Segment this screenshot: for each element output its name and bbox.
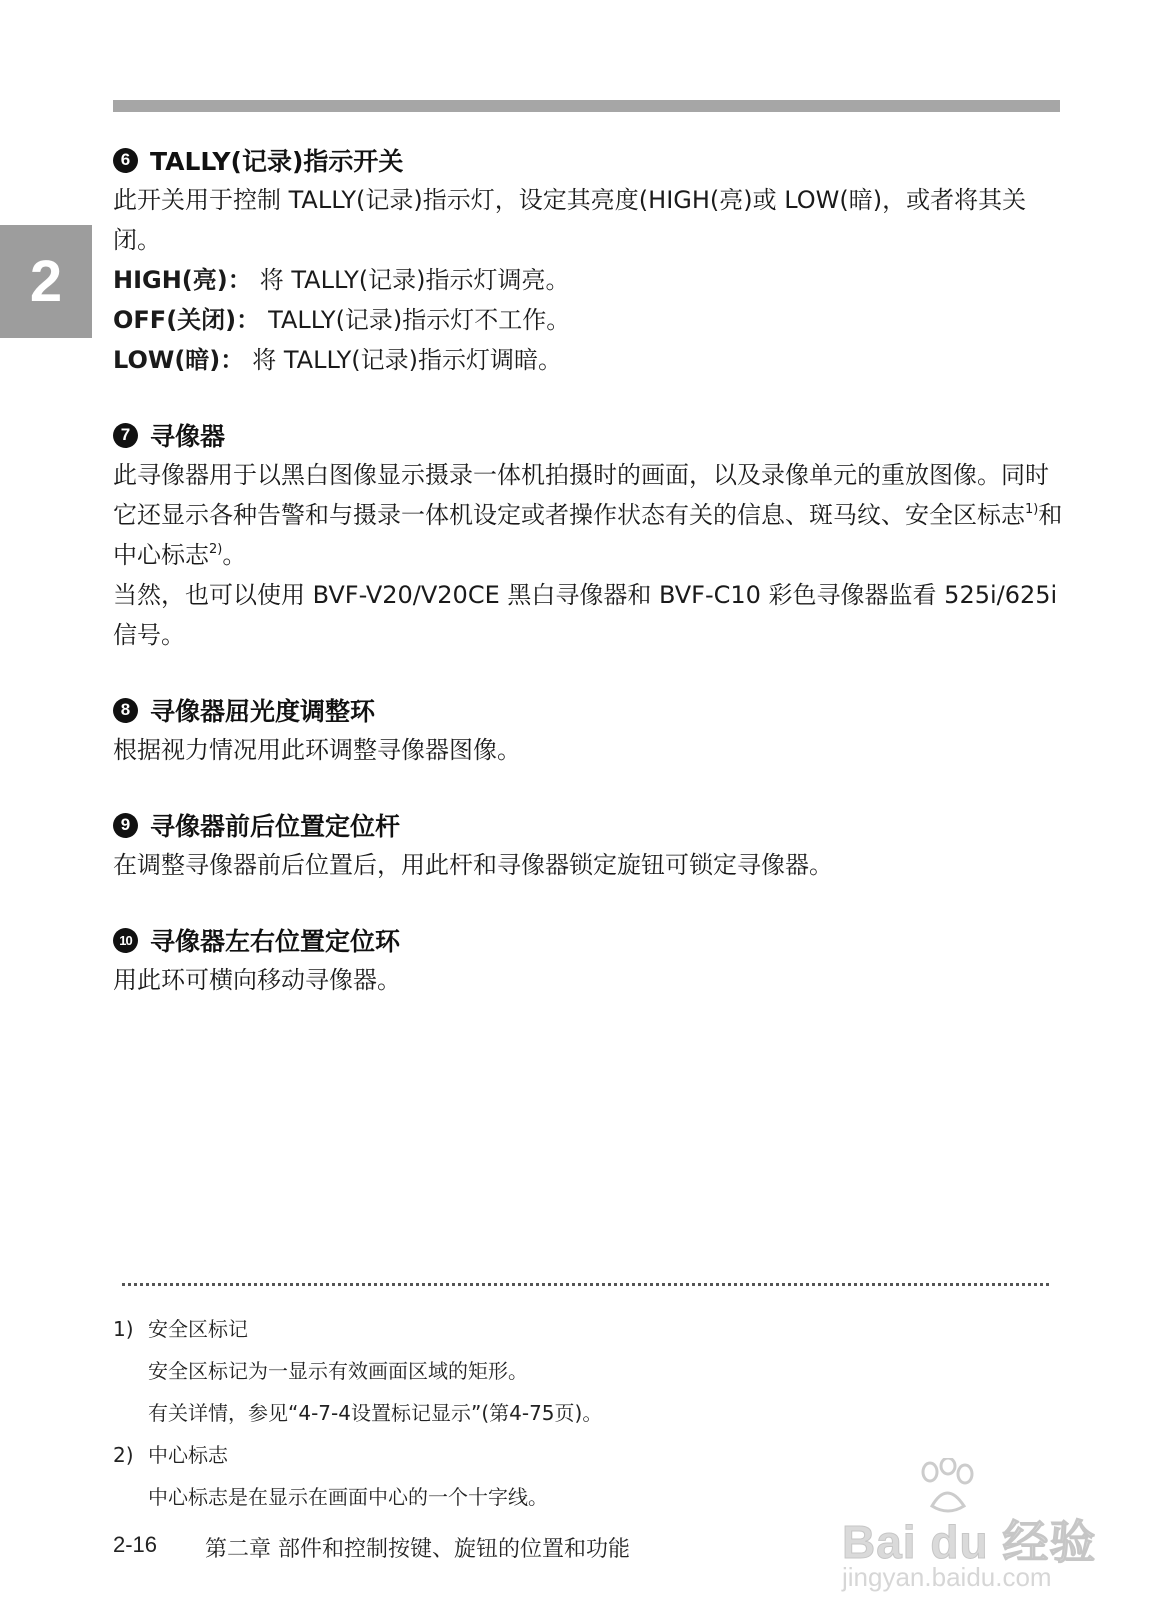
number-badge: 9 <box>113 813 138 838</box>
number-badge: 8 <box>113 698 138 723</box>
footnote-ref: 2) <box>209 542 223 557</box>
section-tally-switch <box>113 140 1063 380</box>
section-title-text: TALLY(记录)指示开关 <box>150 147 404 176</box>
footnote-ref: 1) <box>1025 502 1039 517</box>
chapter-title: 第二章 部件和控制按键、旋钮的位置和功能 <box>205 1537 630 1562</box>
footnote-line: 中心标志是在显示在画面中心的一个十字线。 <box>148 1485 548 1509</box>
setting-text: 将 TALLY(记录)指示灯调亮。 <box>259 266 570 294</box>
footnote-line: 安全区标记为一显示有效画面区域的矩形。 <box>148 1359 528 1383</box>
section-paragraph: 当然，也可以使用 BVF-V20/V20CE 黑白寻像器和 BVF-C10 彩色寻像器监看 525i/625i 信号。 <box>113 581 1058 649</box>
footnote-divider <box>122 1283 1049 1286</box>
section-paragraph: 在调整寻像器前后位置后，用此杆和寻像器锁定旋钮可锁定寻像器。 <box>113 851 833 879</box>
section-title <box>113 140 1063 180</box>
setting-item-low <box>113 340 1063 380</box>
section-left-right-ring <box>113 920 1063 1000</box>
footnote-line: 有关详情，参见“4-7-4设置标记显示”(第4-75页)。 <box>148 1401 603 1425</box>
page-content <box>113 140 1063 1035</box>
setting-label: LOW(暗)： <box>113 346 245 374</box>
footnote-title: 中心标志 <box>148 1443 228 1467</box>
section-paragraph: 用此环可横向移动寻像器。 <box>113 966 401 994</box>
section-paragraph: 根据视力情况用此环调整寻像器图像。 <box>113 736 521 764</box>
section-title <box>113 415 1063 455</box>
setting-text: TALLY(记录)指示灯不工作。 <box>268 306 571 334</box>
section-title <box>113 690 1063 730</box>
setting-label: OFF(关闭)： <box>113 306 261 334</box>
page-footer <box>113 1532 630 1563</box>
section-title-text: 寻像器左右位置定位环 <box>150 927 401 956</box>
footnote-number: 2) <box>113 1443 134 1467</box>
section-diopter-ring <box>113 690 1063 770</box>
footnote-heading <box>113 1308 1053 1350</box>
page-number: 2-16 <box>113 1532 158 1557</box>
paragraph-text: 此寻像器用于以黑白图像显示摄录一体机拍摄时的画面，以及录像单元的重放图像。同时它还显示各种告警和与摄录一体机设定或者操作状态有关的信息、斑马纹、安全区标志 <box>113 461 1049 529</box>
number-badge: 6 <box>113 148 138 173</box>
top-rule <box>113 100 1060 112</box>
setting-text: 将 TALLY(记录)指示灯调暗。 <box>252 346 563 374</box>
baidu-watermark <box>842 1458 1102 1598</box>
section-paragraph: 此开关用于控制 TALLY(记录)指示灯，设定其亮度(HIGH(亮)或 LOW(暗)，或者将其关闭。 <box>113 186 1027 254</box>
paragraph-text: 。 <box>222 541 247 569</box>
section-title-text: 寻像器前后位置定位杆 <box>150 812 401 841</box>
section-front-back-lever <box>113 805 1063 885</box>
setting-label: HIGH(亮)： <box>113 266 252 294</box>
setting-item-off <box>113 300 1063 340</box>
section-title <box>113 920 1063 960</box>
section-title-text: 寻像器 <box>150 422 226 451</box>
watermark-text: Bai du 经验 <box>842 1516 1097 1568</box>
chapter-tab: 2 <box>0 225 92 338</box>
section-title <box>113 805 1063 845</box>
setting-item-high <box>113 260 1063 300</box>
section-title-text: 寻像器屈光度调整环 <box>150 697 376 726</box>
number-badge: 10 <box>113 928 138 953</box>
number-badge: 7 <box>113 423 138 448</box>
footnote-number: 1) <box>113 1317 134 1341</box>
footnote-title: 安全区标记 <box>148 1317 248 1341</box>
section-paragraph <box>113 455 1063 575</box>
paragraph-text: 和中心标志 <box>113 501 1063 569</box>
section-viewfinder <box>113 415 1063 655</box>
watermark-url: jingyan.baidu.com <box>842 1562 1052 1592</box>
